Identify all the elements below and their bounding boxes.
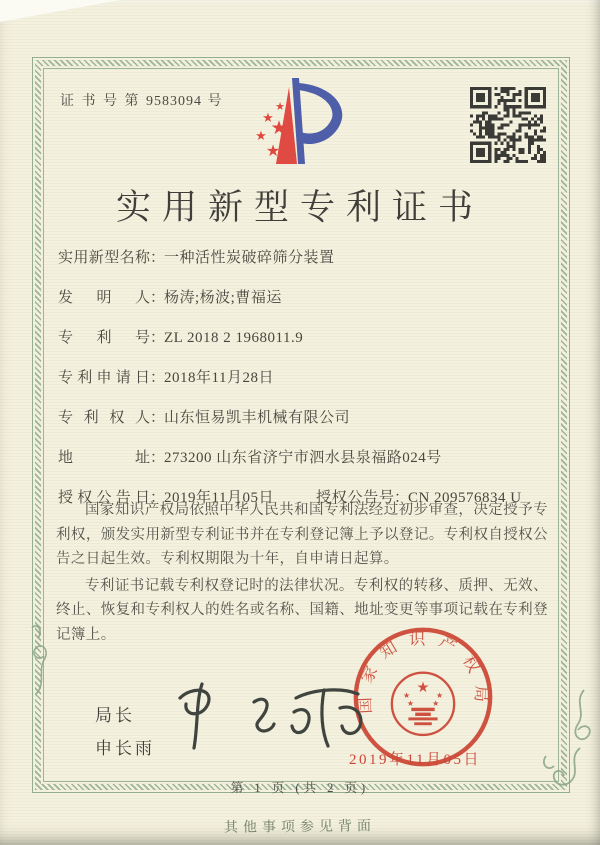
field-value: 一种活性炭破碎筛分装置: [164, 250, 335, 266]
field-value: 杨涛;杨波;曹福运: [164, 290, 282, 306]
field-label: 专利权人: [58, 410, 150, 426]
certificate-number-prefix: 证 书 号 第: [60, 94, 141, 109]
colon: ：: [150, 250, 166, 266]
svg-text:★: ★: [270, 118, 288, 139]
svg-text:★: ★: [262, 110, 274, 125]
colon: ：: [150, 410, 166, 426]
field-label: 授权公告号: [315, 490, 394, 506]
field-row-patent-no: [58, 326, 546, 346]
director-block: [95, 699, 155, 765]
field-label: 地址: [58, 450, 150, 466]
svg-text:★: ★: [275, 101, 285, 113]
scan-corner-artifact: [0, 0, 120, 22]
back-note: 其他事项参见背面: [223, 819, 377, 836]
certificate-number: [60, 90, 224, 110]
qr-code: [470, 87, 546, 163]
border-flourish-right: [536, 686, 592, 792]
field-value: 2018年11月28日: [164, 370, 274, 386]
field-value: 2019年11月05日: [164, 490, 274, 506]
field-row-address: [58, 446, 546, 466]
field-value: ZL 2018 2 1968011.9: [164, 330, 304, 346]
colon: ：: [150, 330, 166, 346]
page-title: 实用新型专利证书: [115, 188, 484, 227]
svg-text:★: ★: [416, 680, 430, 697]
director-signature: [168, 678, 378, 758]
page-number: 第 1 页 (共 2 页): [230, 781, 370, 795]
director-name: 申长雨: [95, 739, 155, 758]
svg-text:★: ★: [436, 690, 444, 700]
colon: ：: [150, 370, 166, 386]
director-title: 局长: [95, 706, 135, 725]
field-value: CN 209576834 U: [407, 490, 522, 506]
certificate-number-value: 9583094: [146, 94, 202, 109]
field-row-name: [58, 246, 546, 266]
national-emblem-icon: [392, 673, 454, 735]
field-list: [58, 246, 546, 507]
svg-text:★: ★: [265, 143, 281, 160]
legal-paragraph-2: 专利证书记载专利权登记时的法律状况。专利权的转移、质押、无效、终止、恢复和专利权人的姓名或名称、国籍、地址变更等事项记载在专利登记簿上。: [56, 577, 548, 643]
field-label: 专利号: [58, 330, 150, 346]
colon: ：: [150, 290, 166, 306]
svg-text:★: ★: [402, 690, 410, 700]
legal-paragraph-1: 国家知识产权局依照中华人民共和国专利法经过初步审查，决定授予专利权，颁发实用新型专利证书并在专利登记簿上予以登记。专利权自授权公告之日起生效。专利权期限为十年，自申请日起算。: [56, 502, 548, 567]
seal-text: 国家知识产权局: [354, 629, 492, 715]
colon: ：: [150, 490, 166, 506]
field-value: 273200 山东省济宁市泗水县泉福路024号: [164, 450, 442, 466]
field-row-filing-date: [58, 366, 546, 386]
colon: ：: [393, 490, 409, 506]
field-row-patentee: [58, 406, 546, 426]
certificate-number-suffix: 号: [207, 94, 224, 109]
field-value: 山东恒易凯丰机械有限公司: [164, 410, 351, 426]
field-row-inventors: [58, 286, 546, 306]
svg-text:★: ★: [406, 698, 414, 708]
svg-text:★: ★: [255, 128, 267, 143]
colon: ：: [150, 450, 166, 466]
field-label: 专利申请日: [58, 370, 150, 386]
cnipa-patent-logo-icon: [228, 72, 372, 172]
field-label: 发明人: [58, 290, 150, 306]
seal-date: 2019年11月05日: [349, 752, 481, 768]
field-label: 授权公告日: [58, 490, 150, 506]
field-label: 实用新型名称: [58, 250, 150, 266]
svg-text:★: ★: [432, 698, 440, 708]
